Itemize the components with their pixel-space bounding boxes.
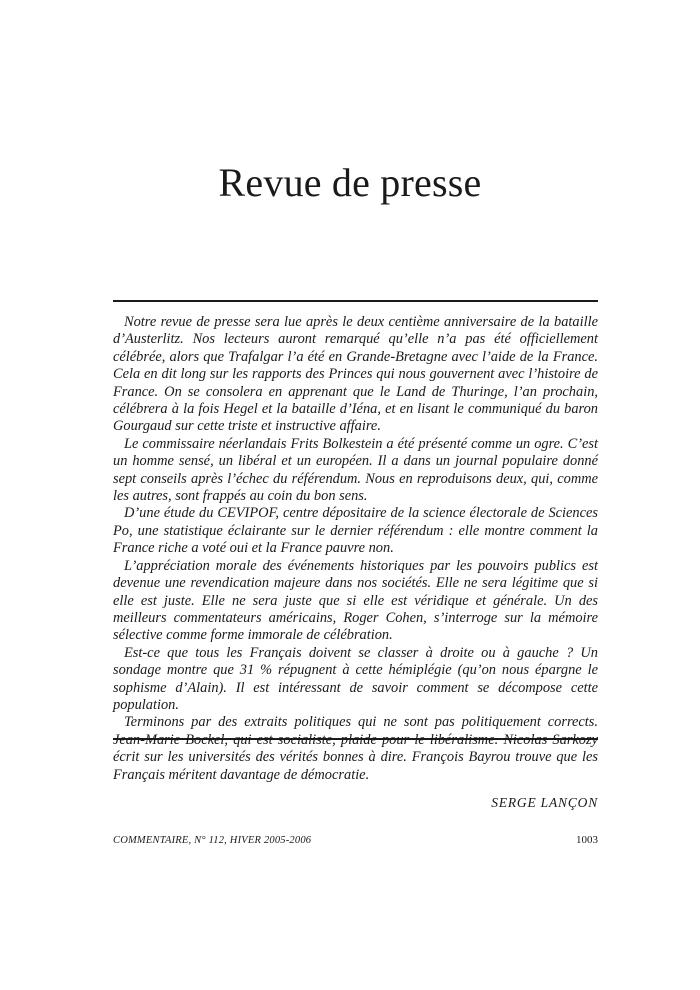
top-rule	[113, 300, 598, 302]
bottom-rule	[113, 738, 598, 740]
intro-paragraph: D’une étude du CEVIPOF, centre dépositaire de la science électorale de Sciences Po, une statistique éclairante sur le dernier référendum : elle montre comment la France riche a voté oui et la France pauvre non.	[113, 505, 598, 557]
intro-paragraph: Notre revue de presse sera lue après le deux centième anniversaire de la bataille d’Austerlitz. Nos lecteurs auront remarqué qu’elle n’a pas été officiellement célébrée, alors que Trafalgar l’a été en Grande-Bretagne avec l’aide de la France. Cela en dit long sur les rapports des Princes qui nous gouvernent avec l’histoire de France. On se consolera en apprenant que le Land de Thuringe, l’an prochain, célébrera à la fois Hegel et la bataille d’Iéna, et en lisant le communiqué du baron Gourgaud sur cette triste et instructive affaire.	[113, 314, 598, 435]
intro-paragraph: Terminons par des extraits politiques qui ne sont pas politiquement corrects. Jean-Marie Bockel, qui est socialiste, plaide pour le libéralisme. Nicolas Sarkozy écrit sur les universités des vérités bonnes à dire. François Bayrou trouve que les Français méritent davantage de démocratie.	[113, 714, 598, 783]
journal-reference: COMMENTAIRE, N° 112, HIVER 2005-2006	[113, 835, 312, 846]
intro-text	[113, 314, 598, 811]
page-number: 1003	[576, 834, 598, 846]
intro-paragraph: Est-ce que tous les Français doivent se classer à droite ou à gauche ? Un sondage montre que 31 % répugnent à cette hémiplégie (qu’on nous épargne le sophisme d’Alain). Il est intéressant de savoir comment se décompose cette population.	[113, 644, 598, 713]
page-title: Revue de presse	[218, 160, 482, 205]
intro-paragraph: L’appréciation morale des événements historiques par les pouvoirs publics est devenue une revendication majeure dans nos sociétés. Elle ne sera légitime que si elle est juste. Elle ne sera juste que si elle est véridique et générale. Un des meilleurs commentateurs américains, Roger Cohen, s’interroge sur la mémoire sélective comme forme immorale de célébration.	[113, 557, 598, 644]
intro-paragraph: Le commissaire néerlandais Frits Bolkestein a été présenté comme un ogre. C’est un homme sensé, un libéral et un européen. Il a dans un journal populaire donné sept conseils après l’échec du référendum. Nous en reproduisons deux, qui, comme les autres, sont frappés au coin du bon sens.	[113, 435, 598, 505]
author-signature: SERGE LANÇON	[491, 794, 598, 810]
